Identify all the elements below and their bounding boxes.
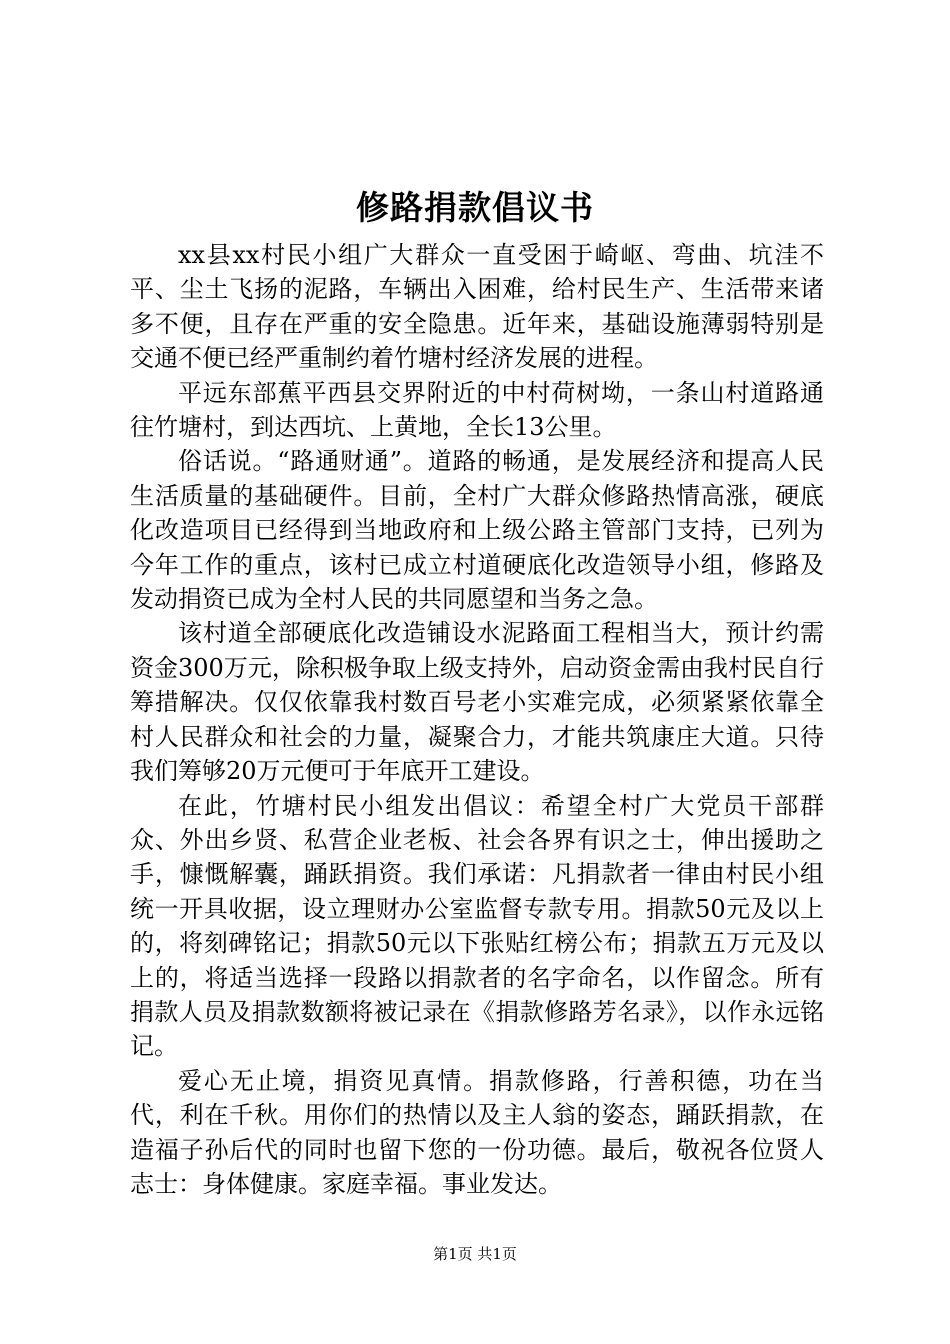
- document-body: [130, 238, 824, 1201]
- paragraph-1: xx县xx村民小组广大群众一直受困于崎岖、弯曲、坑洼不平、尘土飞扬的泥路，车辆出入困难，给村民生产、生活带来诸多不便，且存在严重的安全隐患。近年来，基础设施薄弱特别是交通不便已经严重制约着竹塘村经济发展的进程。: [130, 241, 824, 373]
- paragraph-5: 在此，竹塘村民小组发出倡议：希望全村广大党员干部群众、外出乡贤、私营企业老板、社会各界有识之士，伸出援助之手，慷慨解囊，踊跃捐资。我们承诺：凡捐款者一律由村民小组统一开具收据，设立理财办公室监督专款专用。捐款50元及以上的，将刻碑铭记；捐款50元以下张贴红榜公布；捐款五万元及以上的，将适当选择一段路以捐款者的名字命名，以作留念。所有捐款人员及捐款数额将被记录在《捐款修路芳名录》，以作永远铭记。: [130, 791, 824, 1061]
- page-number-footer: 第1页 共1页: [433, 1245, 517, 1263]
- paragraph-6: 爱心无止境，捐资见真情。捐款修路，行善积德，功在当代，利在千秋。用你们的热情以及主人翁的姿态，踊跃捐款，在造福子孙后代的同时也留下您的一份功德。最后，敬祝各位贤人志士：身体健康。家庭幸福。事业发达。: [130, 1066, 824, 1198]
- paragraph-3: 俗话说。“路通财通”。道路的畅通，是发展经济和提高人民生活质量的基础硬件。目前，全村广大群众修路热情高涨，硬底化改造项目已经得到当地政府和上级公路主管部门支持，已列为今年工作的重点，该村已成立村道硬底化改造领导小组，修路及发动捐资已成为全村人民的共同愿望和当务之急。: [130, 447, 824, 614]
- paragraph-2: 平远东部蕉平西县交界附近的中村荷树坳，一条山村道路通往竹塘村，到达西坑、上黄地，全长13公里。: [130, 378, 824, 442]
- document-title: 修路捐款倡议书: [356, 188, 594, 227]
- paragraph-4: 该村道全部硬底化改造铺设水泥路面工程相当大，预计约需资金300万元，除积极争取上级支持外，启动资金需由我村民自行筹措解决。仅仅依靠我村数百号老小实难完成，必须紧紧依靠全村人民群众和社会的力量，凝聚合力，才能共筑康庄大道。只待我们筹够20万元便可于年底开工建设。: [130, 619, 824, 786]
